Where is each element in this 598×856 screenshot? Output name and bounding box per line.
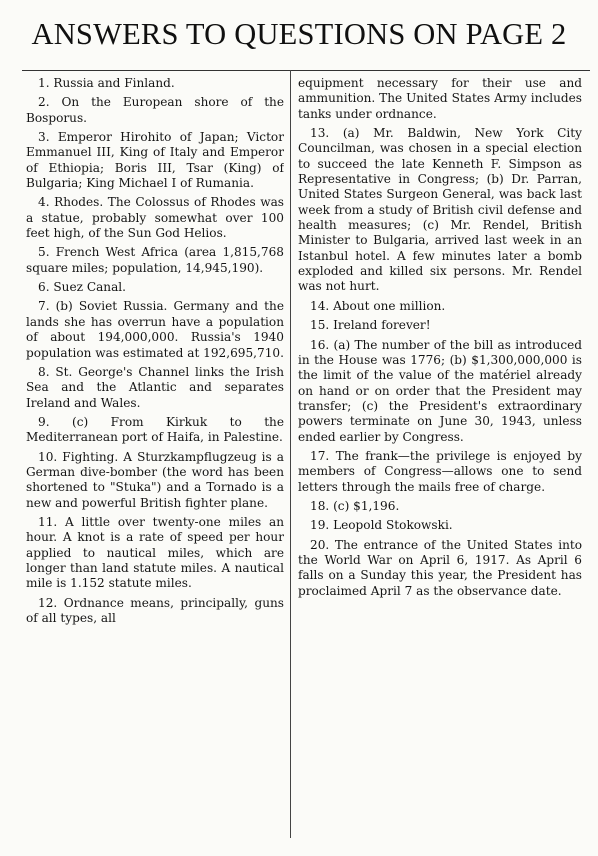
answers-column-right xyxy=(298,76,582,836)
answer-18: 18. (c) $1,196. xyxy=(310,498,400,513)
answer-10: 10. Fighting. A Sturzkampflugzeug is a German dive-bomber (the word has been shortened to "Stuka") and a Tornado is a new and powerful British fighter plane. xyxy=(26,449,284,510)
answer-11: 11. A little over twenty-one miles an hour. A knot is a rate of speed per hour applied to nautical miles, which are longer than land statute miles. A nautical mile is 1.152 statute miles. xyxy=(26,514,284,591)
answer-15: 15. Ireland forever! xyxy=(310,318,431,333)
answer-4: 4. Rhodes. The Colossus of Rhodes was a statue, probably somewhat over 100 feet high, of the Sun God Helios. xyxy=(26,195,284,241)
answer-14: 14. About one million. xyxy=(310,298,446,313)
answer-1: 1. Russia and Finland. xyxy=(38,76,175,90)
answer-16: 16. (a) The number of the bill as introduced in the House was 1776; (b) $1,300,000,000 is the limit of the value of the matériel already on hand or on order that the President may transfer; (c) the President's extraordinary powers terminate on June 30, 1943, unless ended earlier by Congress. xyxy=(298,337,582,444)
answer-17: 17. The frank—the privilege is enjoyed by members of Congress—allows one to send letters through the mails free of charge. xyxy=(298,448,582,494)
answer-13: 13. (a) Mr. Baldwin, New York City Councilman, was chosen in a special election to succeed the late Kenneth F. Simpson as Representative in Congress; (b) Dr. Parran, United States Surgeon General, was back last week from a study of British civil defense and health measures; (c) Mr. Rendel, British Minister to Bulgaria, arrived last week in an Istanbul hotel. A few minutes later a bomb exploded and killed six persons. Mr. Rendel was not hurt. xyxy=(298,126,582,294)
answer-8: 8. St. George's Channel links the Irish Sea and the Atlantic and separates Ireland and Wales. xyxy=(26,364,284,410)
answer-20: 20. The entrance of the United States into the World War on April 6, 1917. As April 6 falls on a Sunday this year, the President has proclaimed April 7 as the observance date. xyxy=(298,537,582,598)
answer-7: 7. (b) Soviet Russia. Germany and the lands she has overrun have a population of about 194,000,000. Russia's 1940 population was estimated at 192,695,710. xyxy=(26,299,284,360)
title-rule xyxy=(22,70,590,71)
answer-12-continued: equipment necessary for their use and ammunition. The United States Army includes tanks under ordnance. xyxy=(298,76,582,121)
answer-2: 2. On the European shore of the Bosporus. xyxy=(26,95,284,125)
page-title: ANSWERS TO QUESTIONS ON PAGE 2 xyxy=(31,17,567,51)
answer-9: 9. (c) From Kirkuk to the Mediterranean port of Haifa, in Palestine. xyxy=(26,414,284,445)
answer-3: 3. Emperor Hirohito of Japan; Victor Emmanuel III, King of Italy and Emperor of Ethiopia; Boris III, Tsar (King) of Bulgaria; King Michael I of Rumania. xyxy=(26,130,284,191)
answer-5: 5. French West Africa (area 1,815,768 square miles; population, 14,945,190). xyxy=(26,245,284,275)
answer-6: 6. Suez Canal. xyxy=(38,280,127,295)
column-divider xyxy=(290,70,291,838)
answer-19: 19. Leopold Stokowski. xyxy=(310,518,453,533)
answer-12-start: 12. Ordnance means, principally, guns of all types, all xyxy=(26,595,284,625)
answers-column-left xyxy=(26,76,284,836)
